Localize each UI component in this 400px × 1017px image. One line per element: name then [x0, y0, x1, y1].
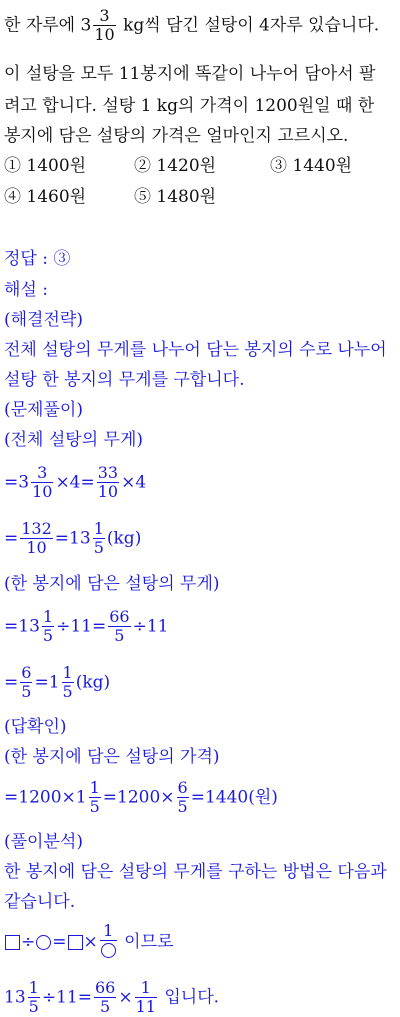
conclusion-tail: 입니다. [164, 987, 220, 1008]
fraction: $\frac{6}{5}$ [177, 778, 188, 817]
problem-line-1 [4, 7, 396, 45]
fraction: $\frac{1}{5}$ [93, 519, 104, 558]
equation-bag-weight-result: = $\frac{6}{5}$ =1 $\frac{1}{5}$ (kg) [4, 663, 111, 702]
fraction: 1 [100, 922, 117, 963]
fraction: $\frac{1}{5}$ [28, 978, 39, 1017]
choices-row-1 [4, 158, 396, 175]
choice-2: ② 1420원 [134, 156, 217, 176]
fraction: $\frac{6}{5}$ [21, 663, 32, 702]
equation-price: =1200×1 $\frac{1}{5}$ =1200× $\frac{6}{5}$ =1440(원) [4, 778, 278, 817]
choice-3: ③ 1440원 [270, 156, 353, 176]
fraction: $\frac{3}{10}$ [94, 6, 115, 45]
problem-line-3: 려고 합니다. 설탕 1 kg의 가격이 1200원일 때 한 [4, 96, 375, 116]
analysis-text-1: 한 봉지에 담은 설탕의 무게를 구하는 방법은 다음과 [4, 862, 387, 882]
fraction: $\frac{66}{5}$ [109, 607, 130, 646]
mixed-whole: 3 [80, 15, 92, 36]
fraction: $\frac{1}{11}$ [135, 978, 156, 1017]
strategy-text-1: 전체 설탕의 무게를 나누어 담는 봉지의 수로 나누어 [4, 340, 387, 360]
strategy-label: (해결전략) [4, 310, 83, 330]
choices-row-2 [4, 189, 396, 206]
answer: 정답 : ③ [4, 249, 71, 269]
problem-text: kg씩 담긴 설탕이 4자루 있습니다. [123, 15, 380, 36]
division-rule: ÷ = × 1 이므로 [4, 922, 396, 963]
choice-1: ① 1400원 [4, 156, 87, 176]
solve-label: (문제풀이) [4, 400, 83, 420]
problem-text: 한 자루에 [4, 15, 76, 36]
equation-total-weight-result: = $\frac{132}{10}$ =13 $\frac{1}{5}$ (kg) [4, 519, 142, 558]
equation-total-weight: =3 $\frac{3}{10}$ ×4= $\frac{33}{10}$ ×4 [4, 463, 147, 502]
choice-5: ⑤ 1480원 [134, 187, 217, 207]
fraction: $\frac{66}{5}$ [94, 978, 116, 1017]
total-weight-label: (전체 설탕의 무게) [4, 430, 144, 450]
fraction: $\frac{132}{10}$ [21, 519, 52, 558]
analysis-text-2: 같습니다. [4, 892, 76, 912]
circle-symbol [36, 935, 51, 950]
choice-4: ④ 1460원 [4, 187, 87, 207]
square-symbol [68, 935, 83, 950]
rule-tail: 이므로 [124, 931, 174, 952]
fraction: $\frac{1}{5}$ [42, 607, 54, 646]
explanation-label: 해설 : [4, 280, 48, 300]
fraction: $\frac{3}{10}$ [32, 463, 53, 502]
circle-symbol [101, 943, 116, 958]
problem-line-4: 봉지에 담은 설탕의 가격은 얼마인지 고르시오. [4, 126, 349, 146]
check-label: (답확인) [4, 717, 67, 737]
analysis-label: (풀이분석) [4, 832, 83, 852]
square-symbol [5, 935, 20, 950]
price-label: (한 봉지에 담은 설탕의 가격) [4, 747, 220, 767]
fraction: $\frac{1}{5}$ [89, 778, 100, 817]
equation-bag-weight: =13 $\frac{1}{5}$ ÷11= $\frac{66}{5}$ ÷11 [4, 607, 169, 646]
strategy-text-2: 설탕 한 봉지의 무게를 구합니다. [4, 370, 245, 390]
bag-weight-label: (한 봉지에 담은 설탕의 무게) [4, 574, 220, 594]
fraction: $\frac{1}{5}$ [62, 663, 73, 702]
fraction: $\frac{33}{10}$ [97, 463, 119, 502]
equation-conclusion: 13 $\frac{1}{5}$ ÷11= $\frac{66}{5}$ × $\frac{1}{11}$ 입니다. [4, 978, 220, 1017]
problem-line-2: 이 설탕을 모두 11봉지에 똑같이 나누어 담아서 팔 [4, 64, 376, 84]
